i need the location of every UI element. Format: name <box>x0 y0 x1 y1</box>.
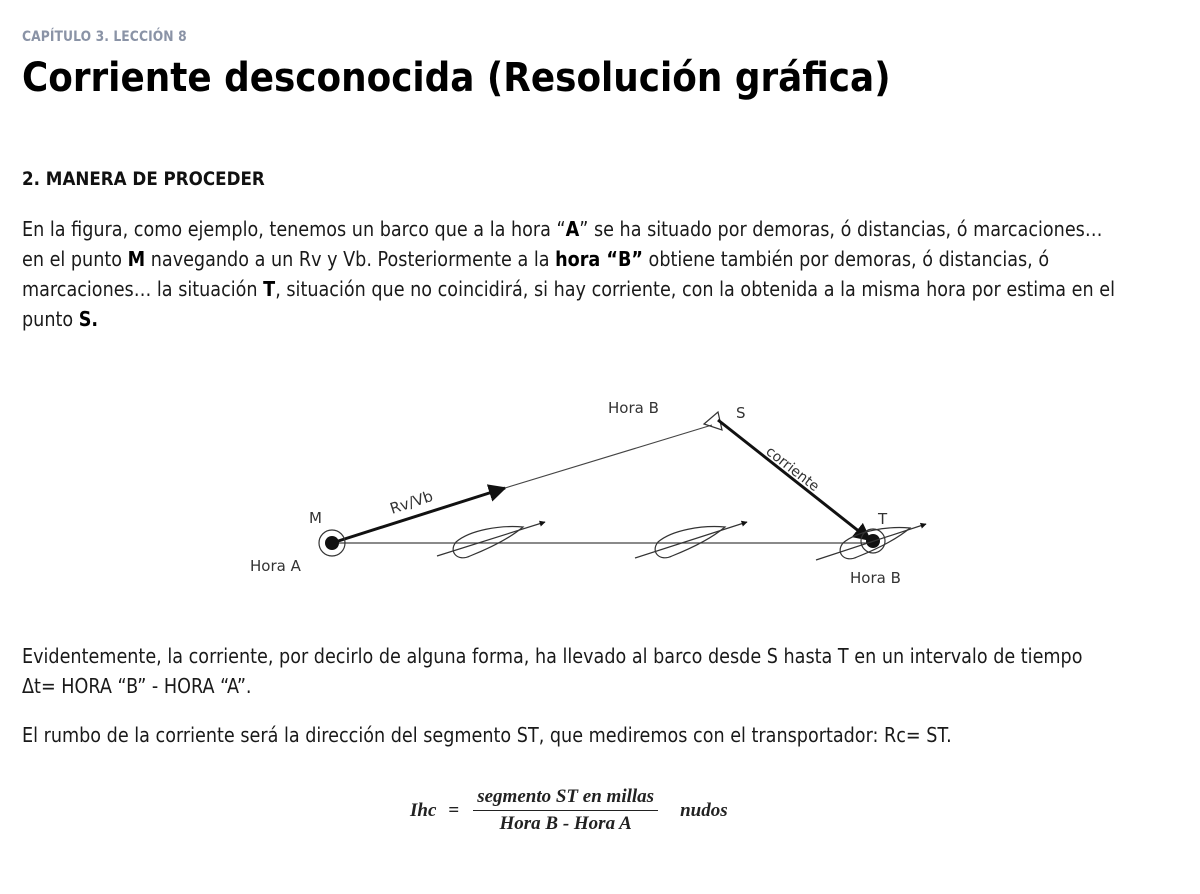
text: , situación que no coincidirá, si hay corriente, con la obtenida a la misma hora por estima en el <box>275 277 1115 301</box>
formula-numerator: segmento ST en millas <box>473 786 658 811</box>
s-label: S <box>736 404 746 422</box>
hora-a-label: Hora A <box>250 557 301 575</box>
text: En la figura, como ejemplo, tenemos un barco que a la hora “ <box>22 217 566 241</box>
section-heading: 2. MANERA DE PROCEDER <box>22 168 265 190</box>
course-line <box>505 425 712 488</box>
hora-b-top-label: Hora B <box>608 399 659 417</box>
t-label: T <box>878 510 888 528</box>
bold-text: S. <box>78 307 99 331</box>
text: navegando a un Rv y Vb. Posteriormente a la <box>145 247 556 271</box>
boat-icon <box>437 522 545 558</box>
formula-fraction <box>473 786 658 835</box>
text: Δt= HORA “B” - HORA “A”. <box>22 674 252 698</box>
page-title: Corriente desconocida (Resolución gráfica) <box>22 55 891 101</box>
formula-unit: nudos <box>680 799 728 821</box>
text: punto <box>22 307 79 331</box>
text: ” se ha situado por demoras, ó distancias, ó marcaciones… <box>579 217 1103 241</box>
explanation-paragraph <box>22 641 1166 701</box>
formula-lhs: Ihc <box>410 799 437 821</box>
intro-paragraph <box>22 214 1166 334</box>
formula-denominator: Hora B - Hora A <box>499 813 632 834</box>
text: obtiene también por demoras, ó distancias, ó <box>642 247 1050 271</box>
bold-text: hora “B” <box>555 247 643 271</box>
bold-text: M <box>127 247 146 271</box>
bold-text: A <box>565 217 580 241</box>
current-direction-paragraph: El rumbo de la corriente será la dirección del segmento ST, que mediremos con el transportador: Rc= ST. <box>22 723 952 747</box>
rv-vb-label: Rv/Vb <box>387 487 436 518</box>
formula-equals: = <box>448 799 460 821</box>
hora-b-bottom-label: Hora B <box>850 569 901 587</box>
text: marcaciones… la situación <box>22 277 264 301</box>
chapter-label: CAPÍTULO 3. LECCIÓN 8 <box>22 29 187 45</box>
text: en el punto <box>22 247 128 271</box>
bold-text: T <box>263 277 276 301</box>
current-diagram <box>240 390 960 605</box>
m-label: M <box>309 509 322 527</box>
boat-icon <box>635 522 747 558</box>
current-speed-formula <box>410 786 728 835</box>
corriente-label: corriente <box>762 443 823 495</box>
text: Evidentemente, la corriente, por decirlo de alguna forma, ha llevado al barco desde S hasta T en un intervalo de tiempo <box>22 644 1083 668</box>
m-point-dot <box>325 536 339 550</box>
